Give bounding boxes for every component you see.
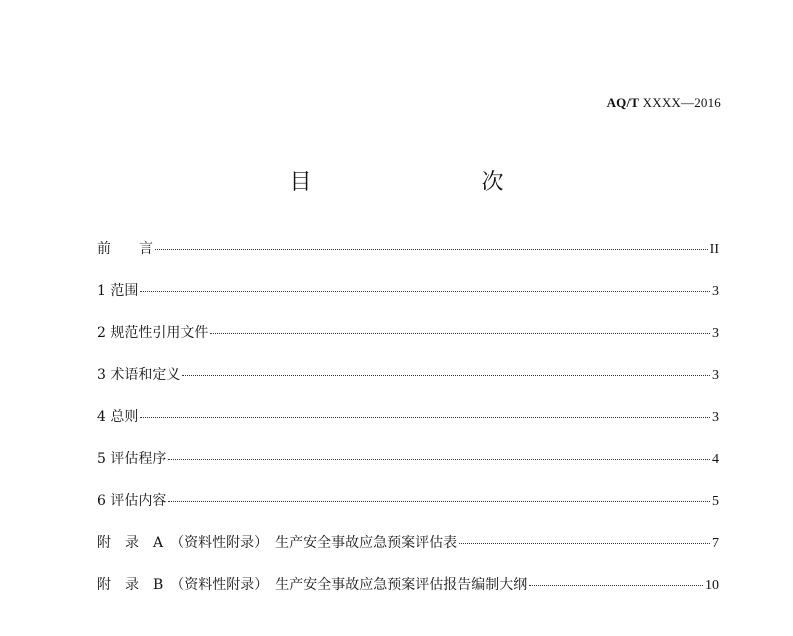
toc-list bbox=[97, 238, 719, 616]
toc-entry-label: 4 总则 bbox=[97, 409, 139, 425]
standard-code bbox=[607, 95, 721, 111]
toc-entry-page: 3 bbox=[712, 284, 719, 299]
toc-entry-label: 2 规范性引用文件 bbox=[97, 325, 209, 341]
dot-leader bbox=[168, 459, 710, 460]
toc-entry-page: 3 bbox=[712, 368, 719, 383]
dot-leader bbox=[168, 501, 710, 502]
toc-entry-label: 3 术语和定义 bbox=[97, 367, 181, 383]
toc-entry-page: II bbox=[709, 242, 719, 257]
dot-leader bbox=[140, 417, 710, 418]
toc-entry-page: 4 bbox=[712, 452, 719, 467]
toc-entry-assessment-content[interactable] bbox=[97, 490, 719, 532]
toc-entry-label: 附 录 B （资料性附录） 生产安全事故应急预案评估报告编制大纲 bbox=[97, 577, 528, 593]
toc-entry-label: 附 录 A （资料性附录） 生产安全事故应急预案评估表 bbox=[97, 535, 458, 551]
toc-entry-label: 前 言 bbox=[97, 241, 153, 257]
toc-entry-general[interactable] bbox=[97, 406, 719, 448]
dot-leader bbox=[182, 375, 710, 376]
standard-code-prefix: AQ/T bbox=[606, 95, 640, 110]
toc-entry-label: 1 范围 bbox=[97, 283, 139, 299]
toc-entry-page: 3 bbox=[712, 326, 719, 341]
toc-entry-appendix-b[interactable] bbox=[97, 574, 719, 616]
toc-entry-foreword[interactable] bbox=[97, 238, 719, 280]
dot-leader bbox=[210, 333, 710, 334]
dot-leader bbox=[155, 249, 708, 250]
toc-entry-page: 7 bbox=[712, 536, 719, 551]
toc-entry-terms-definitions[interactable] bbox=[97, 364, 719, 406]
standard-code-suffix: XXXX—2016 bbox=[642, 95, 721, 110]
toc-title: 目 次 bbox=[289, 170, 546, 195]
toc-entry-appendix-a[interactable] bbox=[97, 532, 719, 574]
toc-entry-label: 5 评估程序 bbox=[97, 451, 167, 467]
dot-leader bbox=[140, 291, 710, 292]
toc-entry-page: 5 bbox=[712, 494, 719, 509]
toc-entry-page: 3 bbox=[712, 410, 719, 425]
toc-entry-page: 10 bbox=[705, 578, 719, 593]
dot-leader bbox=[459, 543, 710, 544]
toc-entry-scope[interactable] bbox=[97, 280, 719, 322]
toc-entry-assessment-procedure[interactable] bbox=[97, 448, 719, 490]
dot-leader bbox=[529, 585, 703, 586]
toc-entry-label: 6 评估内容 bbox=[97, 493, 167, 509]
toc-entry-normative-references[interactable] bbox=[97, 322, 719, 364]
